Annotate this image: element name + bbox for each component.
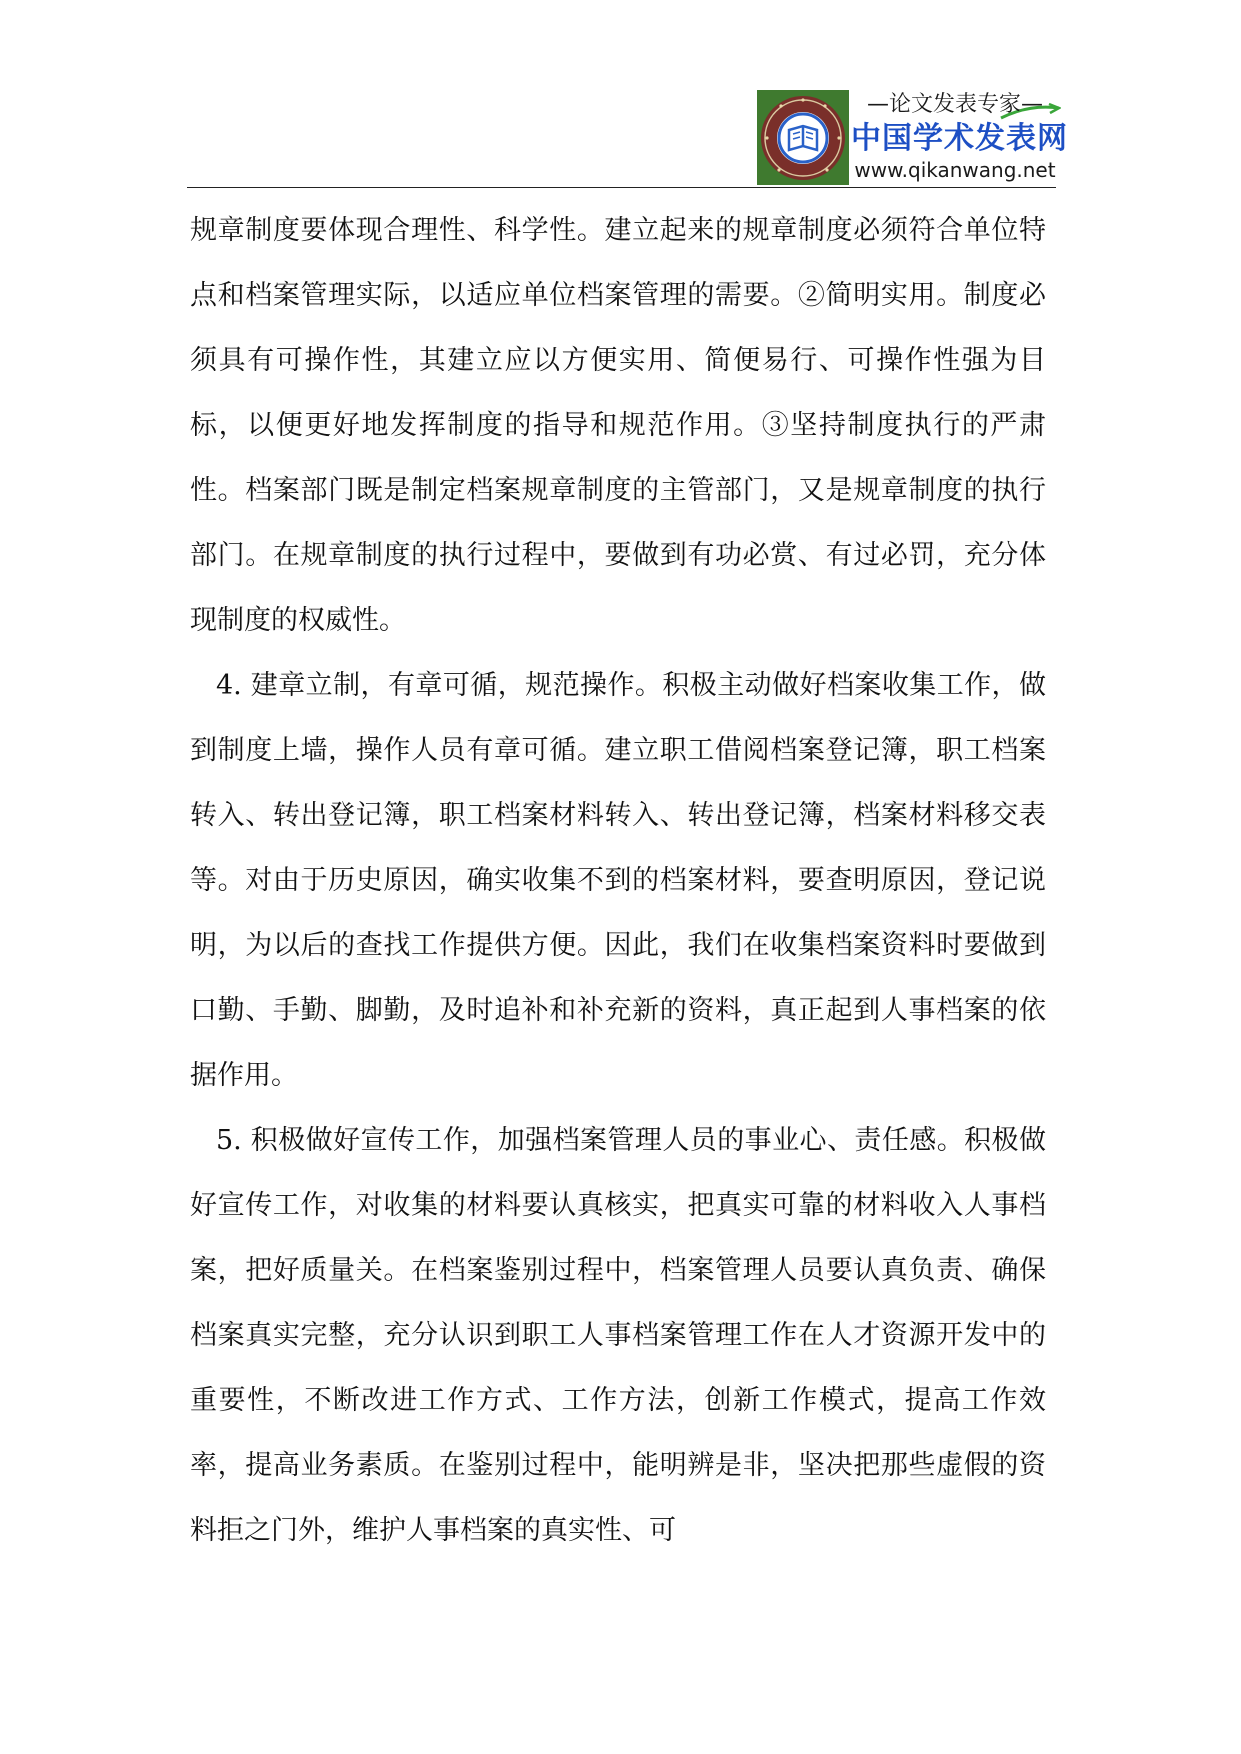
logo-text-block <box>849 90 1068 185</box>
header-divider <box>187 187 1056 188</box>
site-logo <box>757 90 1068 185</box>
logo-url: www.qikanwang.net <box>854 158 1056 182</box>
logo-slogan: —论文发表专家— <box>866 92 1043 117</box>
seal-emblem-icon <box>757 90 849 185</box>
document-body <box>190 198 1046 1563</box>
paragraph: 规章制度要体现合理性、科学性。建立起来的规章制度必须符合单位特点和档案管理实际，以适应单位档案管理的需要。②简明实用。制度必须具有可操作性，其建立应以方便实用、简便易行、可操作性强为目标，以便更好地发挥制度的指导和规范作用。③坚持制度执行的严肃性。档案部门既是制定档案规章制度的主管部门，又是规章制度的执行部门。在规章制度的执行过程中，要做到有功必赏、有过必罚，充分体现制度的权威性。 <box>190 215 1046 636</box>
paragraph: 4. 建章立制，有章可循，规范操作。积极主动做好档案收集工作，做到制度上墙，操作人员有章可循。建立职工借阅档案登记簿，职工档案转入、转出登记簿，职工档案材料转入、转出登记簿，档案材料移交表等。对由于历史原因，确实收集不到的档案材料，要查明原因，登记说明，为以后的查找工作提供方便。因此，我们在收集档案资料时要做到口勤、手勤、脚勤，及时追补和补充新的资料，真正起到人事档案的依据作用。 <box>190 670 1046 1091</box>
logo-name: 中国学术发表网 <box>851 121 1068 156</box>
page-header <box>0 0 1241 190</box>
paragraph: 5. 积极做好宣传工作，加强档案管理人员的事业心、责任感。积极做好宣传工作，对收集的材料要认真核实，把真实可靠的材料收入人事档案，把好质量关。在档案鉴别过程中，档案管理人员要认真负责、确保档案真实完整，充分认识到职工人事档案管理工作在人才资源开发中的重要性，不断改进工作方式、工作方法，创新工作模式，提高工作效率，提高业务素质。在鉴别过程中，能明辨是非，坚决把那些虚假的资料拒之门外，维护人事档案的真实性、可 <box>190 1125 1046 1546</box>
